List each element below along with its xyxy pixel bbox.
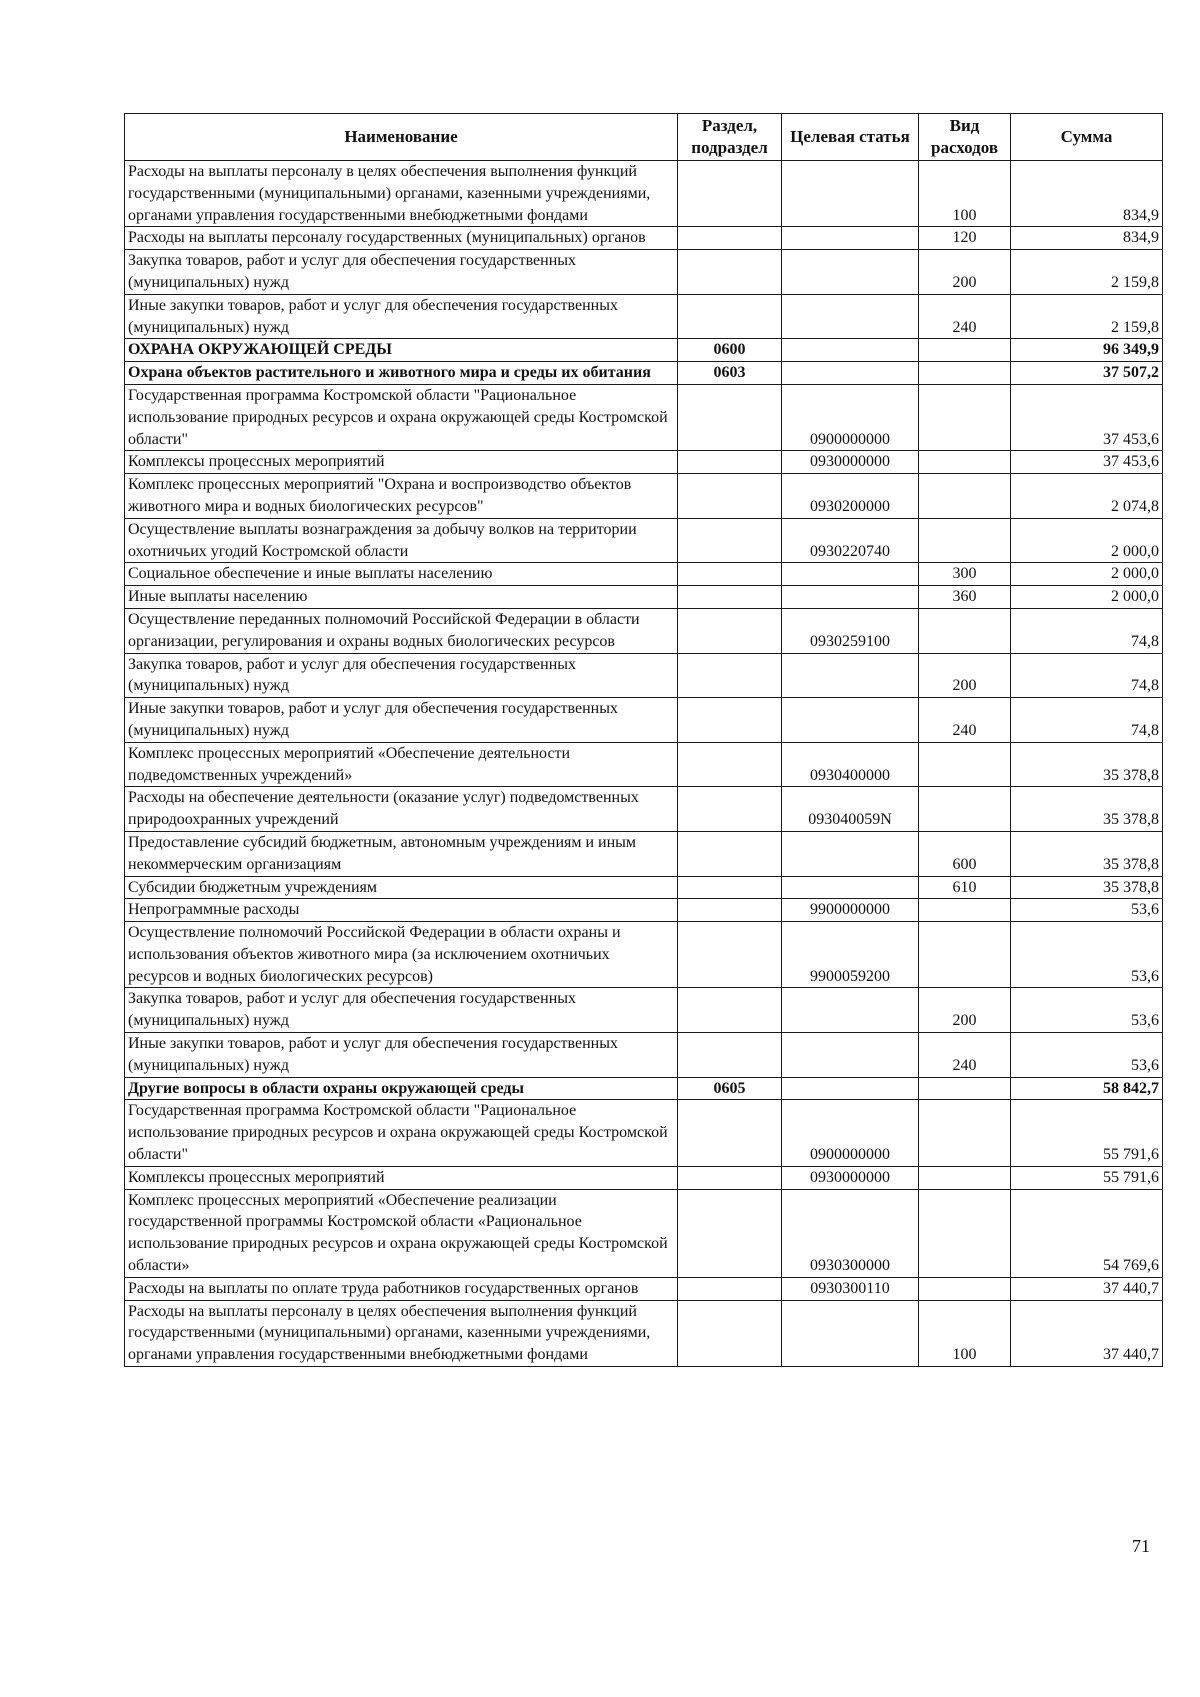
cell-section xyxy=(678,787,782,832)
cell-section xyxy=(678,161,782,227)
table-row xyxy=(125,563,1163,586)
cell-name: Осуществление полномочий Российской Федерации в области охраны и использования объектов животного мира (за исключением охотничьих ресурсов и водных биологических ресурсов) xyxy=(125,922,678,988)
table-row xyxy=(125,250,1163,295)
cell-section xyxy=(678,742,782,787)
cell-sum: 834,9 xyxy=(1011,227,1163,250)
cell-sum: 2 159,8 xyxy=(1011,294,1163,339)
cell-kind: 610 xyxy=(919,876,1011,899)
cell-kind xyxy=(919,922,1011,988)
cell-section xyxy=(678,653,782,698)
cell-name: Расходы на выплаты персоналу в целях обеспечения выполнения функций государственными (муниципальными) органами, казенными учреждениями, органами управления государственными внебюджетными фондами xyxy=(125,1300,678,1366)
cell-kind xyxy=(919,518,1011,563)
cell-article xyxy=(782,988,919,1033)
cell-sum: 37 440,7 xyxy=(1011,1300,1163,1366)
cell-section xyxy=(678,988,782,1033)
table-row xyxy=(125,362,1163,385)
cell-name: Иные закупки товаров, работ и услуг для обеспечения государственных (муниципальных) нужд xyxy=(125,1033,678,1078)
cell-article: 9900000000 xyxy=(782,899,919,922)
table-row xyxy=(125,1166,1163,1189)
cell-section xyxy=(678,698,782,743)
cell-kind xyxy=(919,899,1011,922)
cell-sum: 37 440,7 xyxy=(1011,1277,1163,1300)
header-kind: Вид расходов xyxy=(919,114,1011,161)
cell-sum: 74,8 xyxy=(1011,608,1163,653)
cell-sum: 53,6 xyxy=(1011,1033,1163,1078)
cell-kind: 240 xyxy=(919,294,1011,339)
table-row xyxy=(125,1189,1163,1277)
table-row xyxy=(125,339,1163,362)
cell-article xyxy=(782,1300,919,1366)
table-row xyxy=(125,1277,1163,1300)
cell-article xyxy=(782,161,919,227)
header-section: Раздел, подраздел xyxy=(678,114,782,161)
cell-article xyxy=(782,698,919,743)
cell-name: Комплексы процессных мероприятий xyxy=(125,451,678,474)
table-row xyxy=(125,1300,1163,1366)
table-row xyxy=(125,653,1163,698)
cell-kind: 240 xyxy=(919,1033,1011,1078)
cell-sum: 53,6 xyxy=(1011,922,1163,988)
table-row xyxy=(125,1077,1163,1100)
cell-kind xyxy=(919,1100,1011,1166)
cell-sum: 96 349,9 xyxy=(1011,339,1163,362)
cell-name: Непрограммные расходы xyxy=(125,899,678,922)
cell-sum: 35 378,8 xyxy=(1011,742,1163,787)
cell-sum: 55 791,6 xyxy=(1011,1100,1163,1166)
cell-section xyxy=(678,1300,782,1366)
cell-kind: 360 xyxy=(919,586,1011,609)
page-number: 71 xyxy=(1132,1536,1150,1556)
table-row xyxy=(125,831,1163,876)
cell-sum: 53,6 xyxy=(1011,988,1163,1033)
cell-article xyxy=(782,339,919,362)
cell-kind: 100 xyxy=(919,161,1011,227)
cell-sum: 2 074,8 xyxy=(1011,474,1163,519)
cell-kind: 120 xyxy=(919,227,1011,250)
cell-article xyxy=(782,831,919,876)
cell-name: Расходы на выплаты персоналу в целях обеспечения выполнения функций государственными (муниципальными) органами, казенными учреждениями, органами управления государственными внебюджетными фондами xyxy=(125,161,678,227)
cell-name: Другие вопросы в области охраны окружающей среды xyxy=(125,1077,678,1100)
cell-name: Иные закупки товаров, работ и услуг для обеспечения государственных (муниципальных) нужд xyxy=(125,698,678,743)
cell-kind: 200 xyxy=(919,988,1011,1033)
cell-section xyxy=(678,1033,782,1078)
table-row xyxy=(125,899,1163,922)
table-row xyxy=(125,451,1163,474)
cell-article: 0930300110 xyxy=(782,1277,919,1300)
cell-section xyxy=(678,227,782,250)
cell-article: 0930259100 xyxy=(782,608,919,653)
cell-name: Комплекс процессных мероприятий «Обеспечение деятельности подведомственных учреждений» xyxy=(125,742,678,787)
cell-sum: 54 769,6 xyxy=(1011,1189,1163,1277)
cell-section xyxy=(678,1189,782,1277)
cell-kind: 300 xyxy=(919,563,1011,586)
table-row xyxy=(125,294,1163,339)
cell-article xyxy=(782,876,919,899)
cell-section xyxy=(678,518,782,563)
cell-article xyxy=(782,653,919,698)
table-row xyxy=(125,698,1163,743)
cell-sum: 834,9 xyxy=(1011,161,1163,227)
cell-article: 0930220740 xyxy=(782,518,919,563)
cell-kind xyxy=(919,1277,1011,1300)
table-row xyxy=(125,1033,1163,1078)
cell-article: 9900059200 xyxy=(782,922,919,988)
cell-kind xyxy=(919,608,1011,653)
header-name: Наименование xyxy=(125,114,678,161)
cell-article: 0930000000 xyxy=(782,1166,919,1189)
cell-article: 0930000000 xyxy=(782,451,919,474)
cell-section xyxy=(678,608,782,653)
cell-name: Социальное обеспечение и иные выплаты населению xyxy=(125,563,678,586)
cell-name: Субсидии бюджетным учреждениям xyxy=(125,876,678,899)
cell-section xyxy=(678,922,782,988)
cell-sum: 35 378,8 xyxy=(1011,876,1163,899)
cell-sum: 74,8 xyxy=(1011,698,1163,743)
cell-name: Расходы на обеспечение деятельности (оказание услуг) подведомственных природоохранных учреждений xyxy=(125,787,678,832)
cell-name: Расходы на выплаты персоналу государственных (муниципальных) органов xyxy=(125,227,678,250)
table-row xyxy=(125,161,1163,227)
cell-kind xyxy=(919,384,1011,450)
table-row xyxy=(125,922,1163,988)
cell-name: Осуществление переданных полномочий Российской Федерации в области организации, регулирования и охраны водных биологических ресурсов xyxy=(125,608,678,653)
cell-name: Закупка товаров, работ и услуг для обеспечения государственных (муниципальных) нужд xyxy=(125,988,678,1033)
cell-section xyxy=(678,899,782,922)
cell-article xyxy=(782,250,919,295)
cell-article xyxy=(782,227,919,250)
cell-section xyxy=(678,586,782,609)
cell-section xyxy=(678,1166,782,1189)
cell-kind: 240 xyxy=(919,698,1011,743)
cell-name: Предоставление субсидий бюджетным, автономным учреждениям и иным некоммерческим организациям xyxy=(125,831,678,876)
cell-sum: 2 000,0 xyxy=(1011,563,1163,586)
cell-article: 0930300000 xyxy=(782,1189,919,1277)
table-row xyxy=(125,227,1163,250)
cell-name: Государственная программа Костромской области "Рациональное использование природных ресурсов и охрана окружающей среды Костромской области" xyxy=(125,384,678,450)
cell-sum: 2 159,8 xyxy=(1011,250,1163,295)
table-row xyxy=(125,1100,1163,1166)
cell-sum: 37 453,6 xyxy=(1011,451,1163,474)
cell-section xyxy=(678,451,782,474)
cell-kind xyxy=(919,1189,1011,1277)
cell-kind xyxy=(919,742,1011,787)
budget-table xyxy=(124,113,1163,1367)
cell-name: Государственная программа Костромской области "Рациональное использование природных ресурсов и охрана окружающей среды Костромской области" xyxy=(125,1100,678,1166)
table-row xyxy=(125,586,1163,609)
cell-article: 0930400000 xyxy=(782,742,919,787)
cell-kind xyxy=(919,1166,1011,1189)
cell-name: Закупка товаров, работ и услуг для обеспечения государственных (муниципальных) нужд xyxy=(125,653,678,698)
cell-article xyxy=(782,1077,919,1100)
cell-section xyxy=(678,294,782,339)
cell-section xyxy=(678,1277,782,1300)
cell-section: 0600 xyxy=(678,339,782,362)
cell-section xyxy=(678,474,782,519)
cell-article xyxy=(782,1033,919,1078)
table-row xyxy=(125,518,1163,563)
cell-kind: 600 xyxy=(919,831,1011,876)
cell-article xyxy=(782,586,919,609)
cell-sum: 35 378,8 xyxy=(1011,787,1163,832)
cell-name: Расходы на выплаты по оплате труда работников государственных органов xyxy=(125,1277,678,1300)
cell-article xyxy=(782,294,919,339)
table-body xyxy=(125,161,1163,1367)
cell-name: Иные выплаты населению xyxy=(125,586,678,609)
cell-name: Осуществление выплаты вознаграждения за добычу волков на территории охотничьих угодий Костромской области xyxy=(125,518,678,563)
cell-section: 0605 xyxy=(678,1077,782,1100)
cell-kind xyxy=(919,787,1011,832)
cell-article xyxy=(782,362,919,385)
cell-sum: 37 507,2 xyxy=(1011,362,1163,385)
cell-article: 0900000000 xyxy=(782,1100,919,1166)
cell-article: 093040059N xyxy=(782,787,919,832)
cell-kind xyxy=(919,362,1011,385)
cell-sum: 2 000,0 xyxy=(1011,586,1163,609)
cell-sum: 55 791,6 xyxy=(1011,1166,1163,1189)
cell-kind xyxy=(919,474,1011,519)
cell-name: ОХРАНА ОКРУЖАЮЩЕЙ СРЕДЫ xyxy=(125,339,678,362)
cell-article: 0930200000 xyxy=(782,474,919,519)
table-row xyxy=(125,742,1163,787)
cell-section xyxy=(678,831,782,876)
table-row xyxy=(125,608,1163,653)
cell-article: 0900000000 xyxy=(782,384,919,450)
cell-sum: 58 842,7 xyxy=(1011,1077,1163,1100)
cell-sum: 53,6 xyxy=(1011,899,1163,922)
cell-sum: 35 378,8 xyxy=(1011,831,1163,876)
table-row xyxy=(125,384,1163,450)
table-row xyxy=(125,988,1163,1033)
cell-section xyxy=(678,876,782,899)
cell-name: Закупка товаров, работ и услуг для обеспечения государственных (муниципальных) нужд xyxy=(125,250,678,295)
cell-section xyxy=(678,250,782,295)
cell-kind: 200 xyxy=(919,653,1011,698)
header-article: Целевая статья xyxy=(782,114,919,161)
table-row xyxy=(125,876,1163,899)
cell-section xyxy=(678,1100,782,1166)
cell-name: Комплекс процессных мероприятий "Охрана и воспроизводство объектов животного мира и водных биологических ресурсов" xyxy=(125,474,678,519)
cell-sum: 37 453,6 xyxy=(1011,384,1163,450)
table-row xyxy=(125,474,1163,519)
cell-kind xyxy=(919,339,1011,362)
cell-name: Иные закупки товаров, работ и услуг для обеспечения государственных (муниципальных) нужд xyxy=(125,294,678,339)
cell-name: Охрана объектов растительного и животного мира и среды их обитания xyxy=(125,362,678,385)
cell-kind xyxy=(919,1077,1011,1100)
cell-section: 0603 xyxy=(678,362,782,385)
cell-kind: 200 xyxy=(919,250,1011,295)
cell-sum: 74,8 xyxy=(1011,653,1163,698)
table-header-row xyxy=(125,114,1163,161)
cell-section xyxy=(678,384,782,450)
cell-kind xyxy=(919,451,1011,474)
cell-section xyxy=(678,563,782,586)
cell-name: Комплексы процессных мероприятий xyxy=(125,1166,678,1189)
cell-sum: 2 000,0 xyxy=(1011,518,1163,563)
cell-article xyxy=(782,563,919,586)
table-row xyxy=(125,787,1163,832)
cell-kind: 100 xyxy=(919,1300,1011,1366)
header-sum: Сумма xyxy=(1011,114,1163,161)
cell-name: Комплекс процессных мероприятий «Обеспечение реализации государственной программы Костромской области «Рациональное использование природных ресурсов и охрана окружающей среды Костромской области» xyxy=(125,1189,678,1277)
